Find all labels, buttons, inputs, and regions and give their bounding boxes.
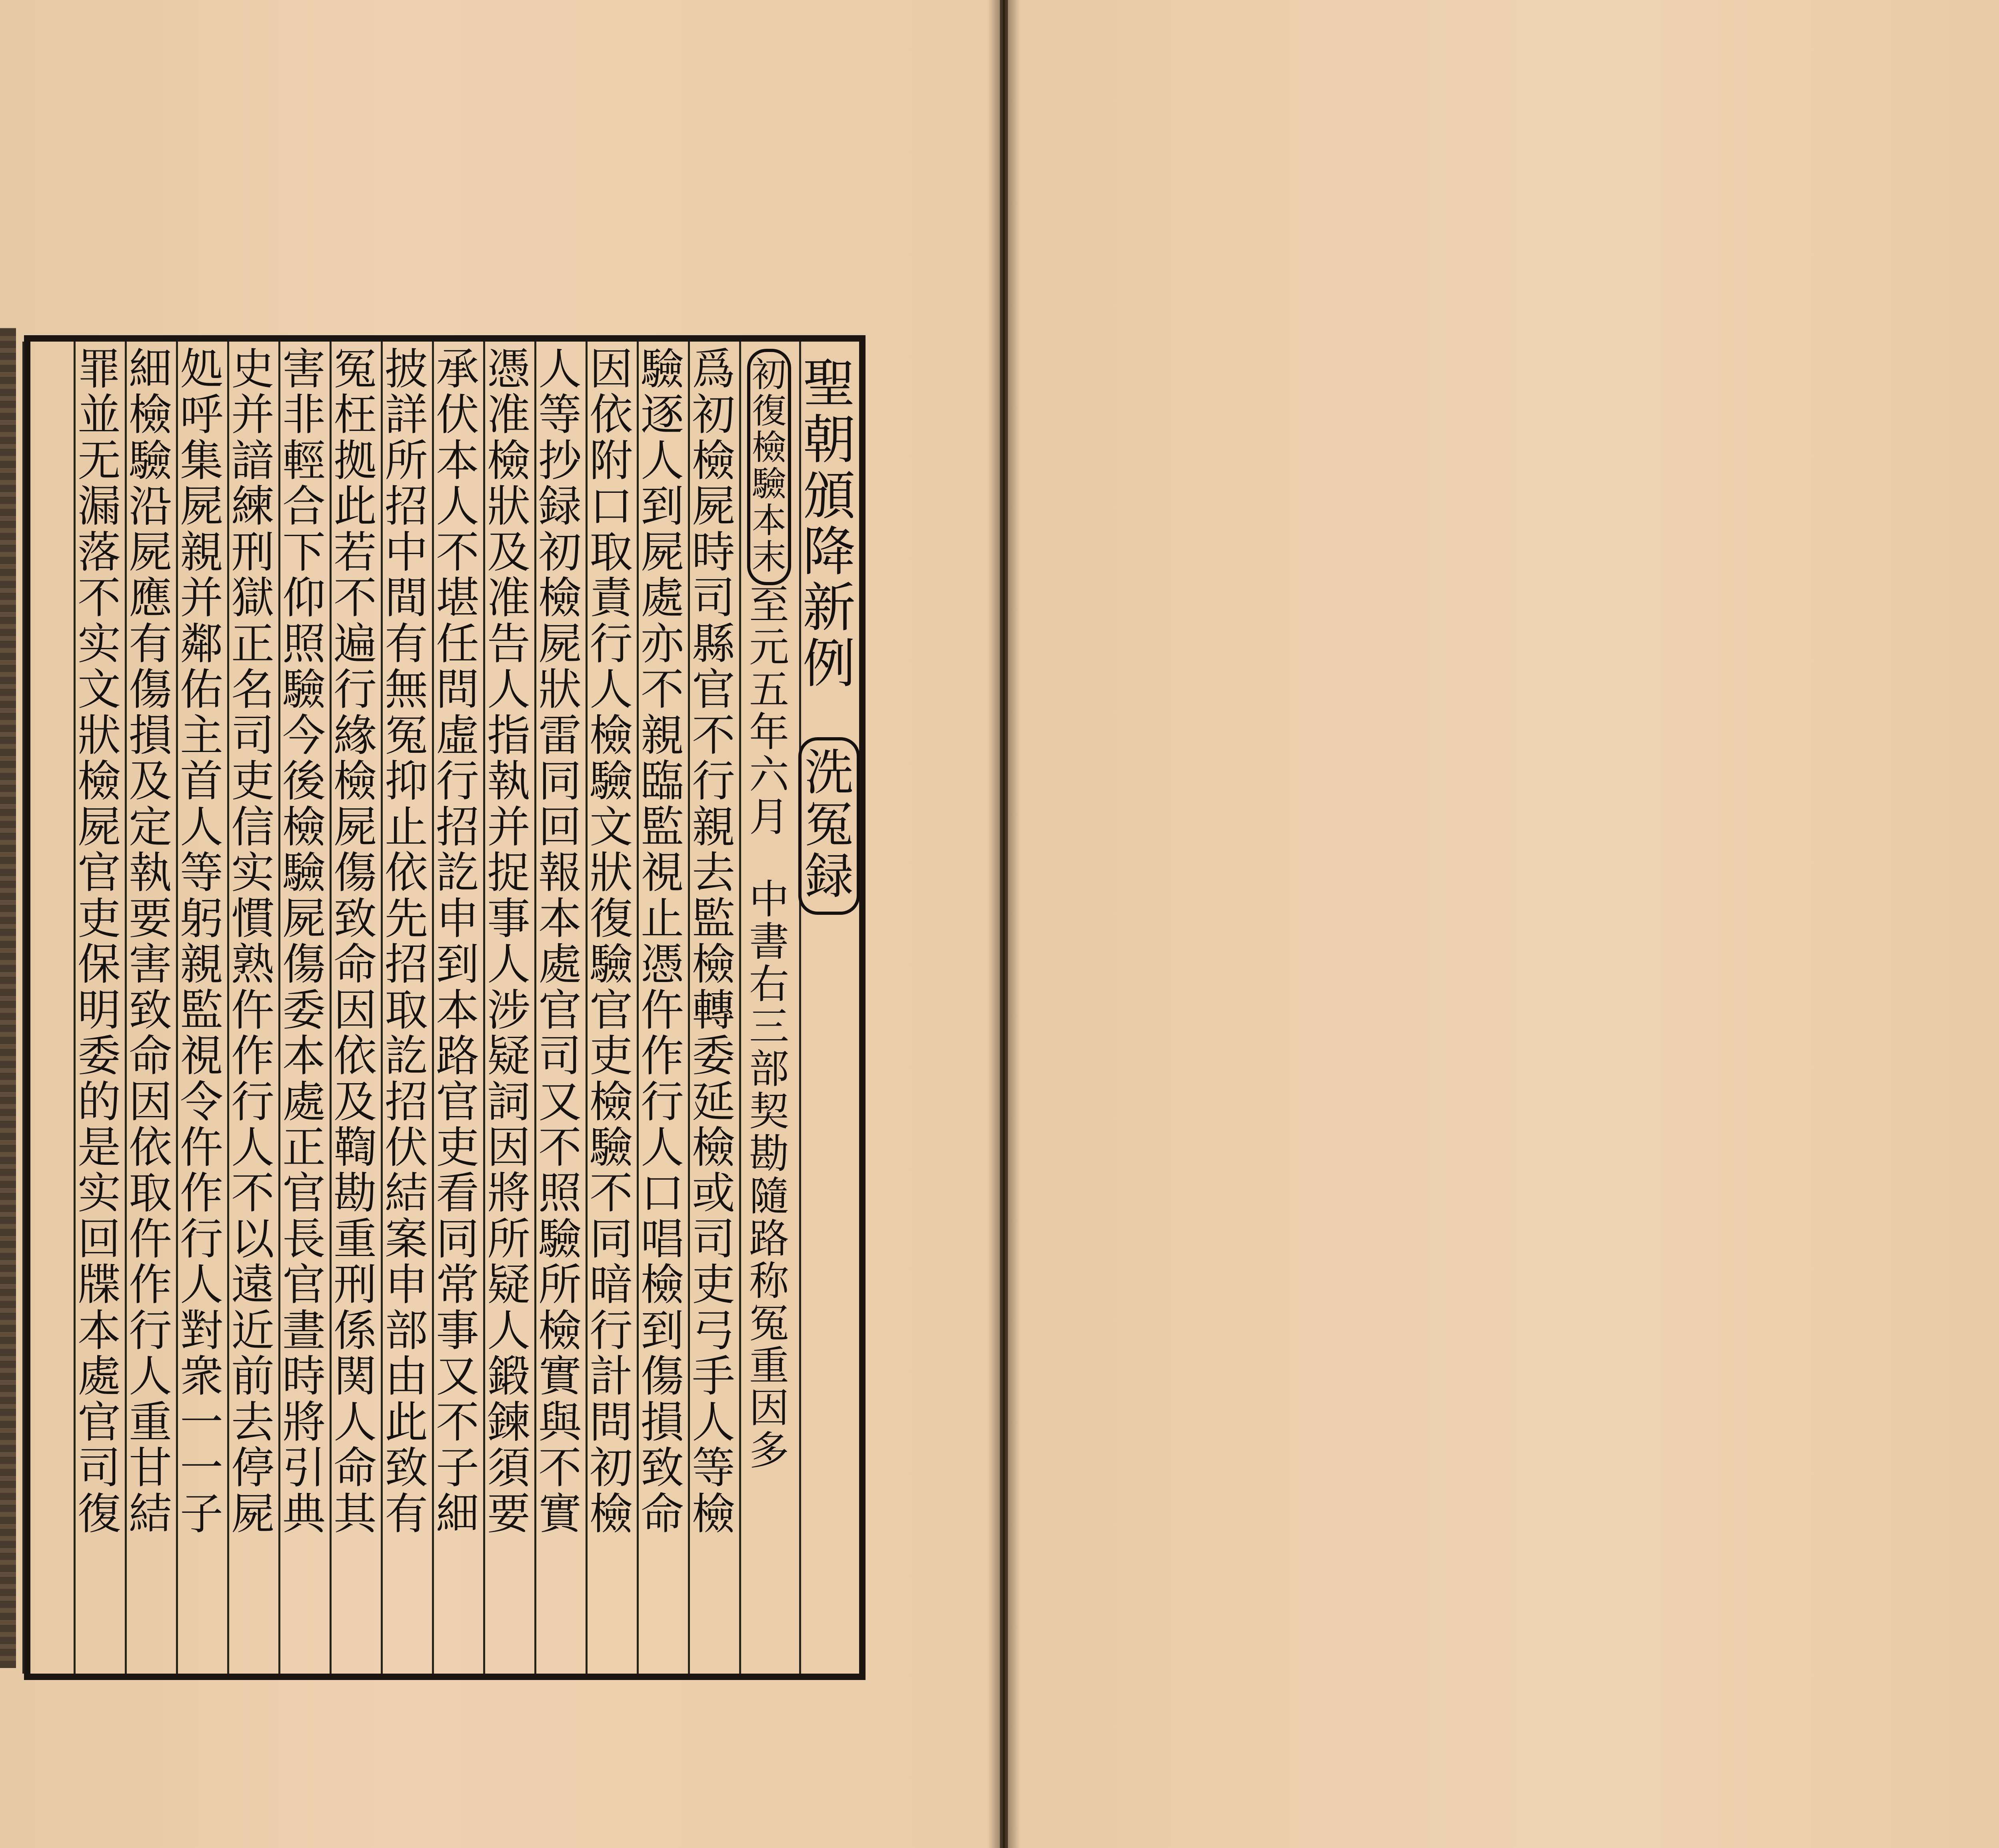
book-title-mark-text: 洗 冤 録: [805, 744, 854, 905]
section-heading: [747, 349, 791, 585]
text-column: [381, 342, 432, 1674]
text-column-body: 罪 並 无 漏 落 不 实 文 狀 檢 屍 官 吏 保 明 委 的 是 实 回 牒 本 處 官 司 復: [77, 344, 121, 1539]
heading-column: [739, 342, 799, 1674]
left-text-frame: [24, 335, 866, 1680]
text-column: [688, 342, 739, 1674]
text-column-body: 憑 准 檢 狀 及 准 告 人 指 執 并 捉 事 人 涉 疑 詞 因 將 所 疑 人 鍛 鍊 須 要: [487, 344, 530, 1539]
book-gutter: [988, 0, 1020, 1848]
text-column-body: 披 詳 所 招 中 間 有 無 冤 抑 止 依 先 招 取 訖 招 伏 結 案 申 部 由 此 致 有: [384, 344, 428, 1539]
text-column: 至 元 五 年 六 月 中 書 右 三 部 契 勘 隨 路 称 冤 重 因 多: [749, 581, 789, 1474]
text-column: [637, 342, 688, 1674]
text-column-body: 冤 枉 拠 此 若 不 遍 行 緣 檢 屍 傷 致 命 因 依 及 鞫 勘 重 刑 係 関 人 命 其: [333, 344, 377, 1539]
text-column: [330, 342, 381, 1674]
text-column: [125, 342, 176, 1674]
text-column: [432, 342, 483, 1674]
text-column-body: 因 依 附 口 取 責 行 人 檢 驗 文 狀 復 驗 官 吏 檢 驗 不 同 暗 行 計 問 初 檢: [589, 344, 633, 1539]
page-edge-strip: [0, 328, 16, 1668]
text-column: [74, 342, 125, 1674]
book-title-mark: [798, 737, 860, 915]
column-rule: [22, 342, 24, 1674]
text-column: [176, 342, 227, 1674]
page-title: 聖 朝 頒 降 新 例: [803, 353, 856, 695]
text-column: [483, 342, 534, 1674]
title-column: [799, 342, 859, 1674]
text-column-body: 驗 逐 人 到 屍 處 亦 不 親 臨 監 視 止 憑 仵 作 行 人 口 唱 檢 到 傷 損 致 命: [640, 344, 684, 1539]
text-column-body: 承 伏 本 人 不 堪 任 問 虛 行 招 訖 申 到 本 路 官 吏 看 同 常 事 又 不 子 細: [436, 344, 479, 1539]
text-column: [278, 342, 330, 1674]
text-column-body: 爲 初 檢 屍 時 司 縣 官 不 行 親 去 監 檢 轉 委 延 檢 或 司 吏 弓 手 人 等 檢: [692, 344, 735, 1539]
text-column-body: 細 檢 驗 沿 屍 應 有 傷 損 及 定 執 要 害 致 命 因 依 取 仵 作 行 人 重 甘 結: [128, 344, 172, 1539]
text-column: [586, 342, 637, 1674]
section-heading-text: 初 復 檢 驗 本 末: [752, 355, 786, 577]
text-column: [227, 342, 278, 1674]
text-column-body: 史 并 諳 練 刑 獄 正 名 司 吏 信 实 慣 熟 仵 作 行 人 不 以 遠 近 前 去 停 屍: [231, 344, 274, 1539]
text-column-body: 人 等 抄 録 初 檢 屍 狀 雷 同 回 報 本 處 官 司 又 不 照 驗 所 檢 實 與 不 實: [538, 344, 582, 1539]
text-column-body: 害 非 輕 合 下 仰 照 驗 今 後 檢 驗 屍 傷 委 本 處 正 官 長 官 晝 時 將 引 典: [282, 344, 326, 1539]
text-column-body: 処 呼 集 屍 親 并 鄰 佑 主 首 人 等 躬 親 監 視 令 仵 作 行 人 對 衆 一 一 子: [180, 344, 223, 1539]
right-page: [1008, 0, 1999, 1848]
text-column: [534, 342, 586, 1674]
